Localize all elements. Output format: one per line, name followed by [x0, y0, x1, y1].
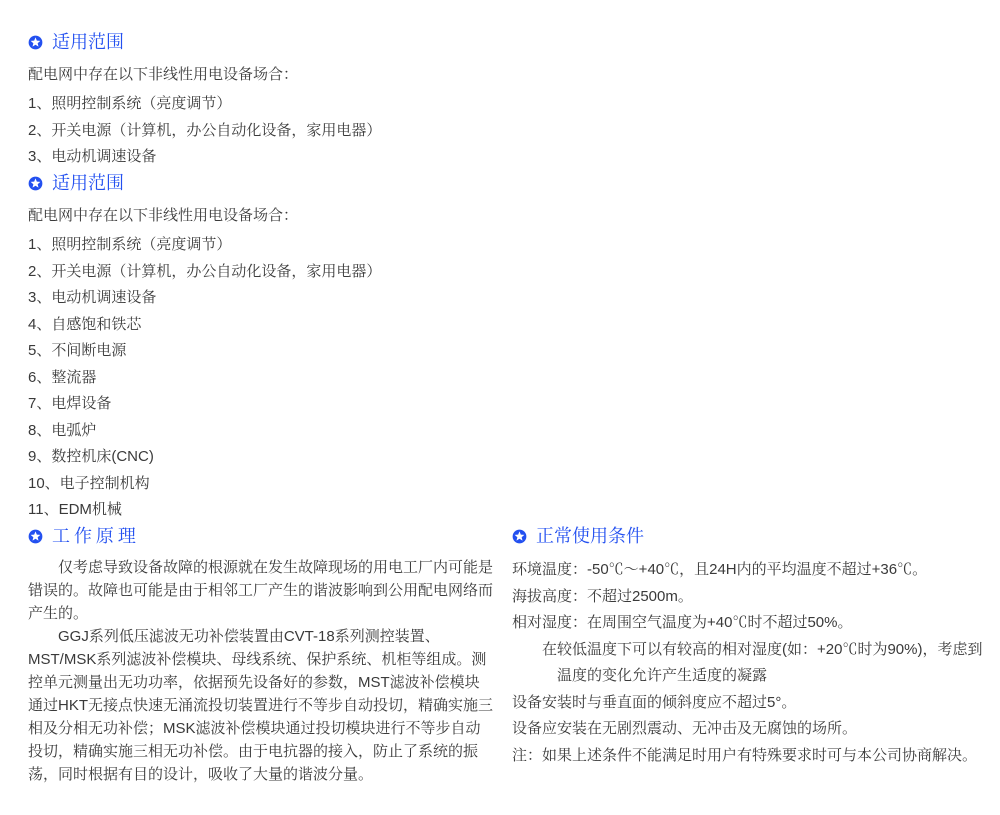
- section-heading: [28, 171, 498, 195]
- intro-text: 配电网中存在以下非线性用电设备场合：: [28, 207, 299, 224]
- condition-lines: [512, 557, 990, 637]
- condition-line: 设备安装时与垂直面的倾斜度应不超过5°。: [512, 693, 797, 711]
- humidity-note: 在较低温度下可以有较高的相对湿度(如：+20℃时为90%)，考虑到温度的变化允许产生适度的凝露: [542, 640, 983, 684]
- section-title: 适用范围: [52, 32, 124, 52]
- section-scope-1: [28, 30, 498, 171]
- list-item: 3、电动机调速设备: [28, 289, 157, 306]
- list-item: 5、不间断电源: [28, 342, 127, 359]
- section-title: 正常使用条件: [536, 526, 644, 546]
- list-item: 11、EDM机械: [28, 501, 122, 518]
- list-item: 2、开关电源（计算机，办公自动化设备，家用电器）: [28, 262, 382, 280]
- conditions-body: [512, 557, 990, 769]
- list-item: 2、开关电源（计算机，办公自动化设备，家用电器）: [28, 121, 382, 139]
- condition-line: 设备应安装在无剧烈震动、无冲击及无腐蚀的场所。: [512, 720, 858, 737]
- condition-line: 注：如果上述条件不能满足时用户有特殊要求时可与本公司协商解决。: [512, 746, 978, 764]
- list-item: 10、电子控制机构: [28, 474, 150, 492]
- condition-line: 环境温度：-50℃～+40℃，且24H内的平均温度不超过+36℃。: [512, 561, 928, 578]
- condition-more-lines: [512, 690, 990, 770]
- section-heading: [28, 524, 494, 548]
- device-list: [28, 91, 498, 171]
- star-circle-icon: [28, 176, 43, 191]
- condition-line: 相对湿度：在周围空气温度为+40℃时不超过50%。: [512, 614, 853, 631]
- list-item: 7、电焊设备: [28, 395, 112, 412]
- section-heading: [512, 524, 990, 548]
- star-circle-icon: [28, 35, 43, 50]
- paragraph: 仅考虑导致设备故障的根源就在发生故障现场的用电工厂内可能是错误的。故障也可能是由于相邻工厂产生的谐波影响到公用配电网络而产生的。: [28, 559, 494, 622]
- section-scope-2: [28, 171, 498, 524]
- star-circle-icon: [28, 529, 43, 544]
- list-item: 1、照明控制系统（亮度调节）: [28, 236, 232, 253]
- section-title: 适用范围: [52, 173, 124, 193]
- list-item: 6、整流器: [28, 368, 97, 386]
- paragraph: GGJ系列低压滤波无功补偿装置由CVT-18系列测控装置、MST/MSK系列滤波补偿模块、母线系统、保护系统、机柜等组成。测控单元测量出无功功率，依据预先设备好的参数，MST滤波补偿模块通过HKT无接点快速无涌流投切装置进行不等步自动投切，精确实施三相及分相无功补偿；MSK滤波补偿模块通过投切模块进行不等步自动投切，精确实施三相无功补偿。由于电抗器的接入，防止了系统的振荡，同时根据有目的设计，吸收了大量的谐波分量。: [28, 628, 494, 783]
- list-item: 9、数控机床(CNC): [28, 448, 154, 465]
- list-item: 8、电弧炉: [28, 421, 97, 439]
- section-conditions: [512, 524, 990, 769]
- condition-line: 海拔高度：不超过2500m。: [512, 587, 693, 605]
- section-principle: [28, 524, 494, 786]
- list-item: 1、照明控制系统（亮度调节）: [28, 95, 232, 112]
- star-circle-icon: [512, 529, 527, 544]
- section-title: 工作原理: [52, 526, 140, 546]
- intro-text: 配电网中存在以下非线性用电设备场合：: [28, 66, 299, 83]
- list-item: 4、自感饱和铁芯: [28, 315, 142, 333]
- list-item: 3、电动机调速设备: [28, 148, 157, 165]
- device-list: [28, 232, 498, 524]
- section-heading: [28, 30, 498, 54]
- principle-paragraphs: [28, 556, 494, 786]
